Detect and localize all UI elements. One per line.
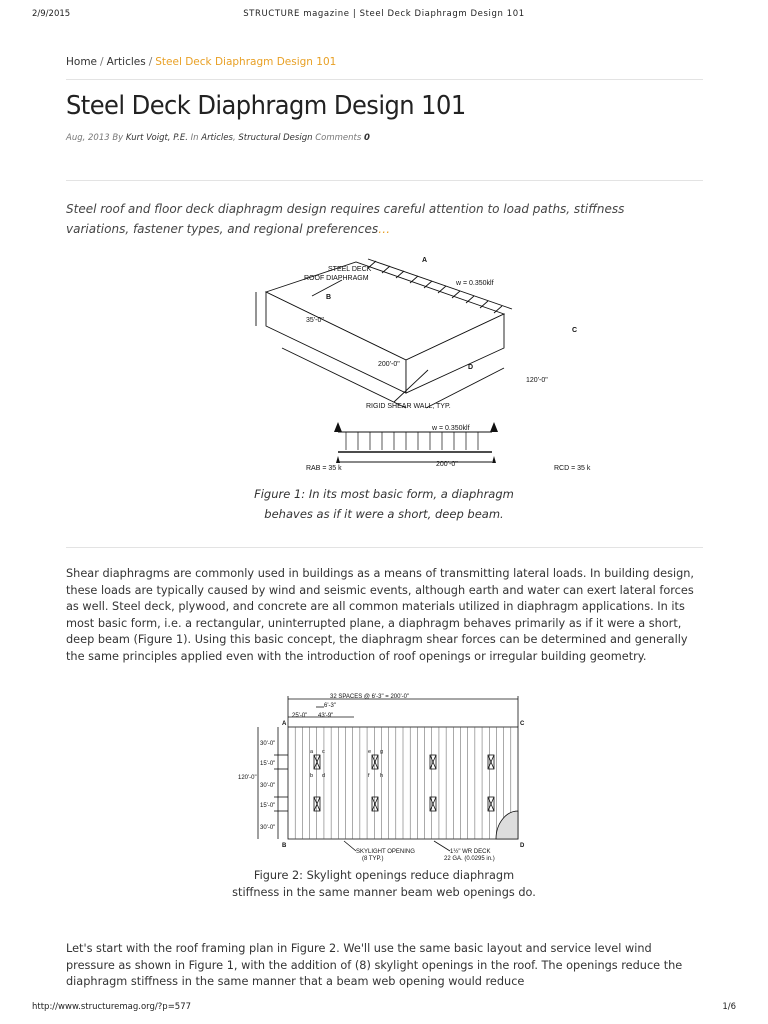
fig1-point-d: D: [468, 364, 474, 371]
fig1-label-deck-2: ROOF DIAPHRAGM: [304, 275, 369, 282]
article-paragraph: Let's start with the roof framing plan in Figure 2. We'll use the same basic layout and service level wind pressure as shown in Figure 1, with the addition of (8) skylight openings in the roof. The openings reduce the diaphragm stiffness in the same manner that a beam web opening would reduce: [66, 942, 683, 988]
breadcrumb-current: Steel Deck Diaphragm Design 101: [155, 56, 337, 68]
fig2-point-b: B: [282, 843, 287, 849]
fig2-dim-15b: 15'-0": [260, 803, 276, 809]
fig2-point-c: C: [520, 721, 525, 727]
fig2-dim-6-3: 6'-3": [324, 703, 336, 709]
category-structural-design-link[interactable]: Structural Design: [238, 133, 313, 143]
fig2-dim-120: 120'-0": [238, 775, 257, 781]
breadcrumb-articles-link[interactable]: Articles: [106, 56, 146, 68]
in-label: In: [190, 133, 199, 143]
print-date: 2/9/2015: [32, 9, 71, 19]
fig1-beam-span-label: 200'-0": [436, 461, 458, 468]
fig2-point-lb: b: [310, 773, 314, 779]
divider: [66, 79, 703, 80]
fig2-spaces-label: 32 SPACES @ 6'-3" = 200'-0": [330, 694, 410, 700]
article-intro: [66, 199, 686, 239]
fig1-height-label: 35'-0": [306, 317, 324, 324]
divider: [66, 180, 703, 181]
article-title: Steel Deck Diaphragm Design 101: [66, 91, 466, 121]
fig2-point-lc: c: [322, 749, 325, 755]
figure-2-caption: Figure 2: Skylight openings reduce diaphragm stiffness in the same manner beam web openings do.: [232, 869, 536, 899]
fig1-wall-label: RIGID SHEAR WALL, TYP.: [366, 403, 451, 410]
fig2-dim-43-9: 43'-9": [318, 713, 334, 719]
fig2-deck-label-2: 22 GA. (0.0295 in.): [444, 856, 495, 862]
fig2-skylight-label-1: SKYLIGHT OPENING: [356, 849, 415, 855]
article-paragraph: Shear diaphragms are commonly used in buildings as a means of transmitting lateral loads. In building design, these loads are typically caused by wind and seismic events, although earth and water can exert lateral forces as well. Steel deck, plywood, and concrete are all common materials utilized in diaphragm applications. In its most basic form, i.e. a rectangular, uninterrupted plane, a diaphragm behaves primarily as if it were a short, deep beam (Figure 1). Using this basic concept, the diaphragm shear forces can be determined and generally the same principles applied even with the introduction of roof openings or irregular building geometry.: [66, 567, 695, 663]
category-articles-link[interactable]: Articles: [201, 133, 233, 143]
fig1-point-a: A: [422, 257, 428, 264]
author-link[interactable]: Kurt Voigt, P.E.: [125, 133, 188, 143]
breadcrumb-home-link[interactable]: Home: [66, 56, 98, 68]
fig2-dim-15a: 15'-0": [260, 761, 276, 767]
fig2-dim-30a: 30'-0": [260, 741, 276, 747]
fig1-point-b: B: [326, 294, 332, 301]
fig2-point-la: a: [310, 749, 314, 755]
fig1-point-c: C: [572, 327, 578, 334]
fig2-point-d: D: [520, 843, 525, 849]
fig2-dim-25: 25'-0": [292, 713, 308, 719]
comments-count-link[interactable]: 0: [363, 133, 370, 143]
fig2-dim-30b: 30'-0": [260, 783, 276, 789]
print-page-title: STRUCTURE magazine | Steel Deck Diaphragm Design 101: [243, 9, 525, 19]
fig2-skylight-label-2: (8 TYP.): [362, 856, 384, 862]
intro-ellipsis: …: [378, 222, 391, 236]
fig1-length-label: 200'-0": [378, 361, 400, 368]
figure-1-caption: Figure 1: In its most basic form, a diaphragm behaves as if it were a short, deep beam.: [254, 487, 514, 521]
print-page-number: 1/6: [722, 1002, 736, 1012]
fig1-reaction-right: RCD = 35 k: [554, 465, 591, 472]
divider: [66, 547, 703, 548]
fig1-label-deck-1: STEEL DECK: [328, 266, 372, 273]
fig1-beam-load-label: w = 0.350klf: [432, 425, 470, 432]
fig2-deck-label-1: 1½" WR DECK: [450, 849, 491, 855]
print-url: http://www.structuremag.org/?p=577: [32, 1002, 192, 1012]
fig1-load-label: w = 0.350klf: [456, 280, 494, 287]
fig2-point-ld: d: [322, 773, 326, 779]
fig2-point-lf: f: [368, 773, 370, 779]
comments-label: Comments: [315, 133, 362, 143]
fig1-reaction-left: RAB = 35 k: [306, 465, 342, 472]
deck-ribs: [295, 727, 511, 839]
fig2-point-le: e: [368, 749, 372, 755]
fig2-dim-30c: 30'-0": [260, 825, 276, 831]
breadcrumb-separator: /: [100, 56, 104, 68]
by-label: By: [112, 133, 124, 143]
fig2-point-lh: h: [380, 773, 384, 779]
article-date: Aug, 2013: [66, 133, 110, 143]
figure-1-diagram: [230, 256, 591, 480]
article-meta: Aug, 2013 By Kurt Voigt, P.E. In Articles, Structural Design Comments 0: [66, 133, 370, 143]
intro-text: Steel roof and floor deck diaphragm design requires careful attention to load paths, stiffness variations, fastener types, and regional preferences: [66, 202, 625, 236]
fig1-width-label: 120'-0": [526, 377, 548, 384]
breadcrumb: [66, 56, 336, 68]
figure-2-diagram: [234, 693, 534, 863]
fig2-point-a: A: [282, 721, 287, 727]
fig2-point-lg: g: [380, 749, 384, 755]
breadcrumb-separator: /: [148, 56, 153, 68]
